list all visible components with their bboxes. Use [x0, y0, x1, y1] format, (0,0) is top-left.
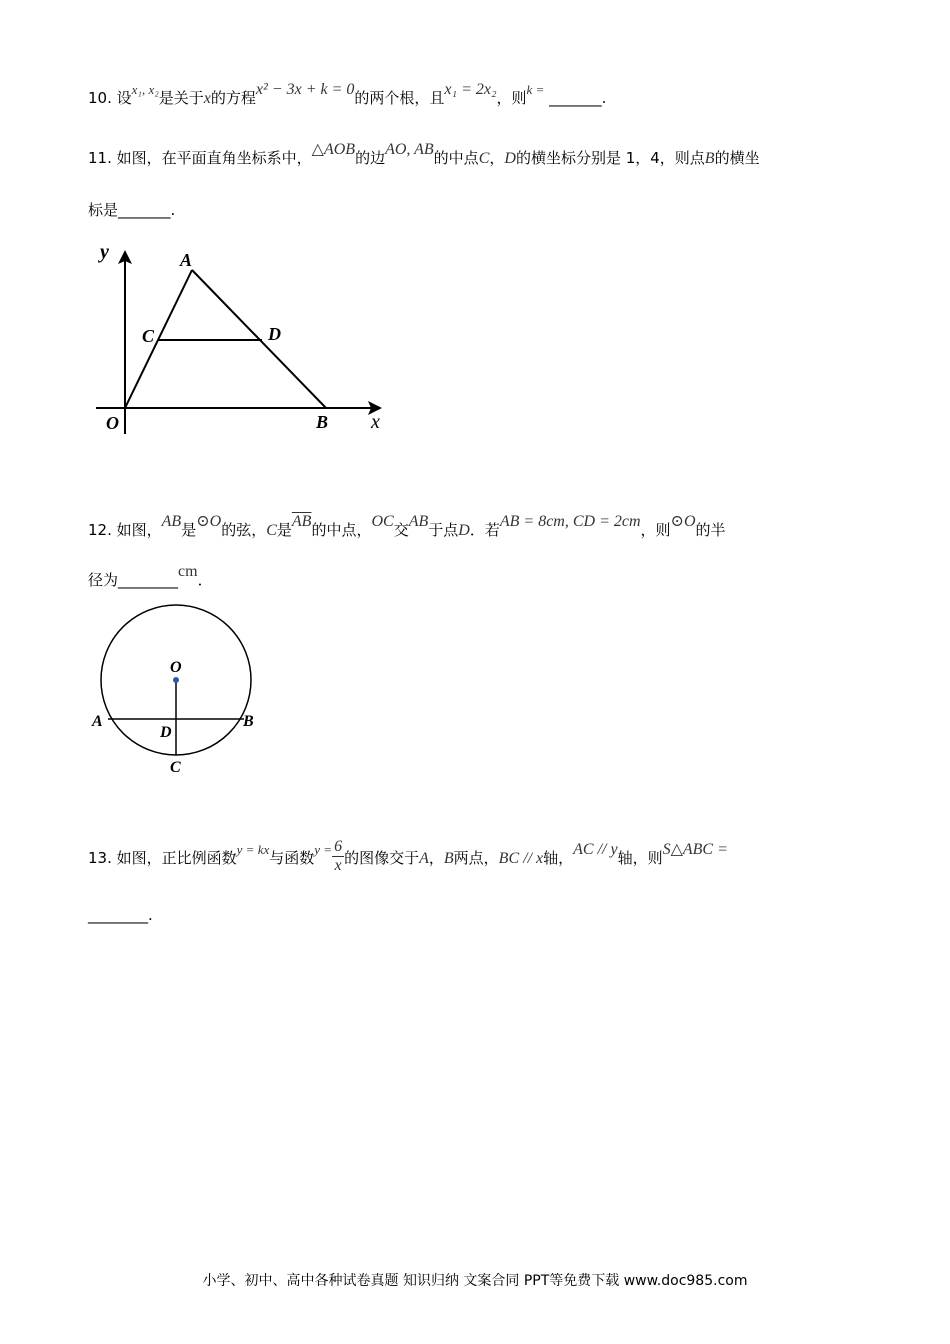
question-13: 13. 如图，正比例函数y = kx与函数y = $\frac{6}{x}$ 的图像交于A，B两点，BC // x轴，AC // y轴，则S△ABC =	[88, 838, 728, 874]
label-O: O	[106, 413, 119, 433]
q10-equation-math: x² − 3x + k = 0	[255, 81, 355, 98]
question-12: 12. 如图，AB是⊙O的弦，C是$\overline{AB}$的中点，OC交AB于点D．若AB = 8cm, CD = 2cm，则⊙O的半	[88, 513, 726, 539]
label-O: O	[170, 659, 182, 676]
question-10: 10. 设x₁, x₂是关于x的方程x² − 3x + k = 0的两个根，且x₁ = 2x₂，则k = _______.	[88, 81, 607, 107]
q10-condition-math: x₁ = 2x₂	[444, 81, 497, 98]
label-y: y	[100, 241, 109, 263]
label-C: C	[170, 759, 181, 776]
q11-figure	[88, 238, 398, 438]
label-B: B	[316, 412, 329, 432]
q11-triangle-math: △AOB	[311, 141, 356, 158]
q12-figure	[88, 600, 278, 785]
q11-sides-math: AO, AB	[385, 141, 434, 158]
label-A: A	[180, 250, 193, 270]
question-11: 11. 如图，在平面直角坐标系中，△AOB的边AO, AB的中点C，D的横坐标分别是 1，4，则点B的横坐	[88, 141, 760, 167]
page-footer: 小学、初中、高中各种试卷真题 知识归纳 文案合同 PPT等免费下载 www.doc985.com	[202, 1273, 748, 1289]
question-11-line2: 标是_______.	[88, 201, 176, 219]
answer-blank: _______.	[549, 89, 607, 107]
q12-arc-AB: $\overline{AB}$	[291, 513, 312, 530]
center-point	[173, 677, 179, 683]
label-x: x	[371, 411, 380, 433]
label-D: D	[268, 324, 281, 344]
q13-fraction: $\frac{6}{x}$	[334, 838, 343, 874]
q12-given-math: AB = 8cm, CD = 2cm	[499, 513, 641, 530]
q10-k-math: k =	[526, 82, 545, 97]
label-D: D	[160, 724, 172, 741]
q10-roots-math: x₁, x₂	[131, 82, 159, 97]
label-A: A	[92, 713, 103, 730]
question-12-line2: 径为________cm．	[88, 563, 213, 589]
question-13-line2: ________.	[88, 906, 153, 924]
label-B: B	[243, 713, 254, 730]
label-C: C	[142, 326, 155, 346]
